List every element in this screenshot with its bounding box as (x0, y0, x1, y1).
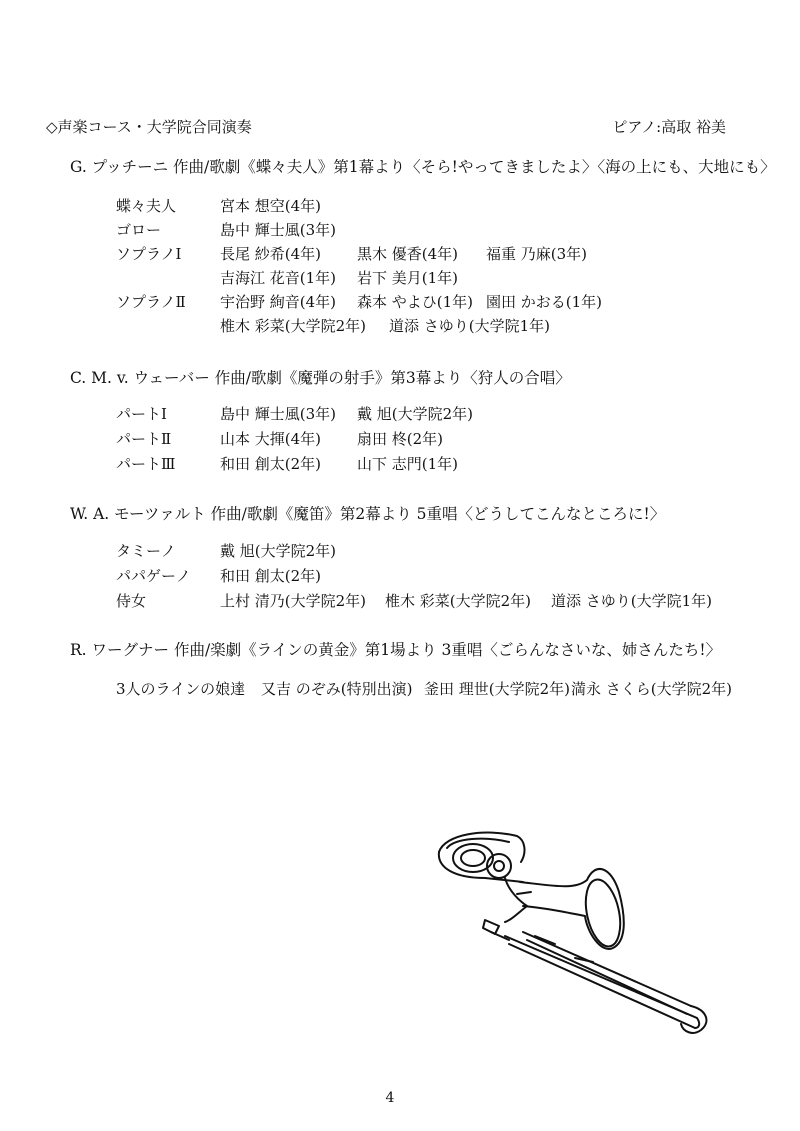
performer: 道添 さゆり(大学院1年) (551, 592, 713, 610)
piece-title-puccini: G. プッチーニ 作曲/歌劇《蝶々夫人》第1幕より〈そら!やってきましたよ〉〈海の上にも、大地にも〉 (70, 158, 776, 176)
performer: 長尾 紗希(4年) (220, 245, 322, 263)
performer: 岩下 美月(1年) (357, 269, 459, 287)
role-name: ソプラノⅠ (116, 245, 182, 263)
performer: 扇田 柊(2年) (357, 430, 444, 448)
performer: 山本 大揮(4年) (220, 430, 322, 448)
performer: 宇治野 絢音(4年) (220, 293, 337, 311)
performer: 吉海江 花音(1年) (220, 269, 337, 287)
performer: 釜田 理世(大学院2年) (424, 680, 571, 698)
performer: 森本 やよひ(1年) (357, 293, 474, 311)
performer: 戴 旭(大学院2年) (357, 405, 474, 423)
performer: 島中 輝士風(3年) (220, 405, 337, 423)
performer: 和田 創太(2年) (220, 567, 322, 585)
performer: 戴 旭(大学院2年) (220, 542, 337, 560)
role-name: 侍女 (116, 592, 147, 610)
role-name: 3人のラインの娘達 (116, 680, 246, 698)
performer: 満永 さくら(大学院2年) (571, 680, 733, 698)
performer: 椎木 彩菜(大学院2年) (220, 317, 367, 335)
trombone-icon (425, 822, 725, 1056)
role-name: タミーノ (116, 542, 176, 560)
performer: 和田 創太(2年) (220, 455, 322, 473)
role-name: ソプラノⅡ (116, 293, 186, 311)
page-number: 4 (385, 1090, 395, 1106)
performer: 山下 志門(1年) (357, 455, 459, 473)
piece-title-mozart: W. A. モーツァルト 作曲/歌劇《魔笛》第2幕より 5重唱〈どうしてこんなところに!〉 (70, 505, 666, 523)
role-name: パートⅠ (116, 405, 167, 423)
performer: 島中 輝士風(3年) (220, 221, 337, 239)
performer: 椎木 彩菜(大学院2年) (385, 592, 532, 610)
performer: 道添 さゆり(大学院1年) (389, 317, 551, 335)
performer: 宮本 想空(4年) (220, 197, 322, 215)
pianist-credit: ピアノ:高取 裕美 (612, 118, 726, 136)
piece-title-wagner: R. ワーグナー 作曲/楽劇《ラインの黄金》第1場より 3重唱〈ごらんなさいな、姉さんたち!〉 (70, 641, 722, 659)
piece-title-weber: C. M. v. ウェーバー 作曲/歌劇《魔弾の射手》第3幕より〈狩人の合唱〉 (70, 369, 571, 387)
role-name: ゴロー (116, 221, 162, 239)
page-header (46, 116, 726, 140)
role-name: パートⅡ (116, 430, 172, 448)
role-name: パパゲーノ (116, 567, 191, 585)
performer: 又吉 のぞみ(特別出演) (261, 680, 413, 698)
role-name: 蝶々夫人 (116, 197, 177, 215)
performer: 福重 乃麻(3年) (486, 245, 588, 263)
concert-section-title: ◇声楽コース・大学院合同演奏 (46, 118, 252, 136)
performer: 上村 清乃(大学院2年) (220, 592, 367, 610)
performer: 黒木 優香(4年) (357, 245, 459, 263)
performer: 園田 かおる(1年) (486, 293, 603, 311)
role-name: パートⅢ (116, 455, 176, 473)
